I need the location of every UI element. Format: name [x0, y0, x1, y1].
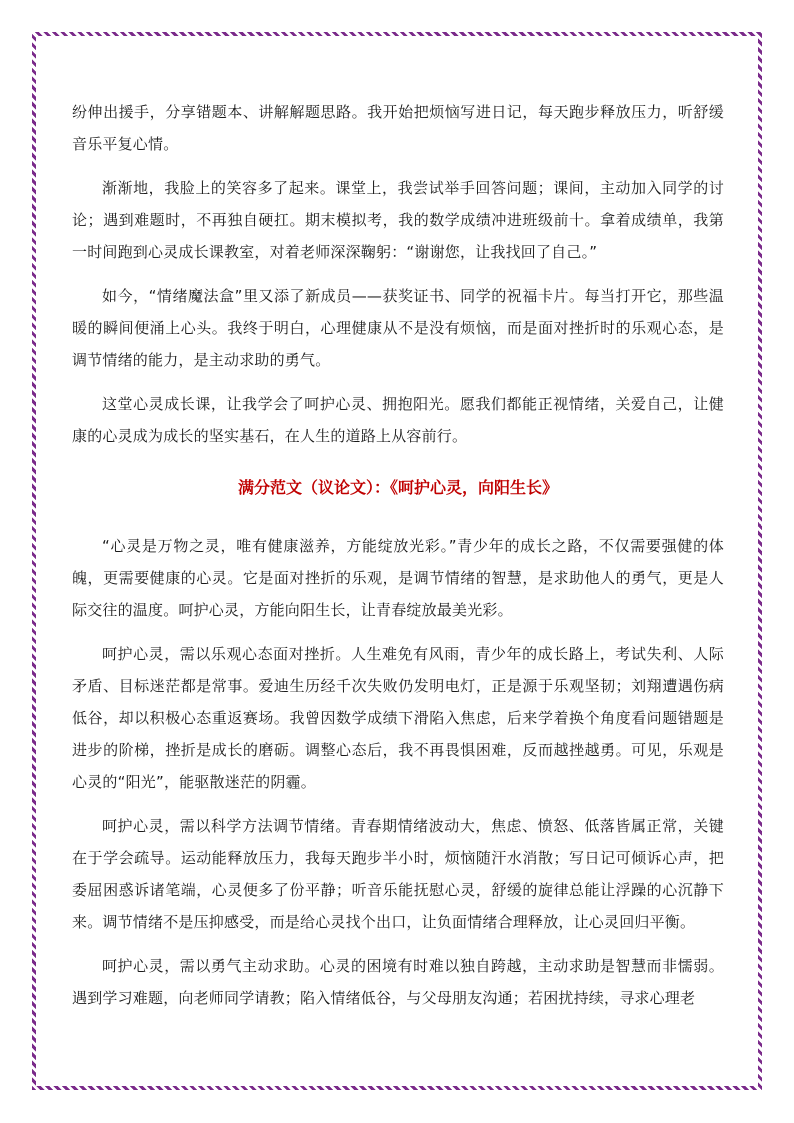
essay-title: 满分范文（议论文）：《呵护心灵，向阳生长》	[237, 478, 558, 497]
paragraph: 纷伸出援手，分享错题本、讲解解题思路。我开始把烦恼写进日记，每天跑步释放压力，听舒缓音乐平复心情。	[72, 103, 724, 153]
paragraph: 呵护心灵，需以勇气主动求助。心灵的困境有时难以独自跨越，主动求助是智慧而非懦弱。遇到学习难题，向老师同学请教；陷入情绪低谷，与父母朋友沟通；若困扰持续，寻求心理老	[72, 957, 724, 1007]
document-body	[72, 96, 724, 1026]
paragraph: 呵护心灵，需以科学方法调节情绪。青春期情绪波动大，焦虑、愤怒、低落皆属正常，关键在于学会疏导。运动能释放压力，我每天跑步半小时，烦恼随汗水消散；写日记可倾诉心声，把委屈困惑诉诸笔端，心灵便多了份平静；听音乐能抚慰心灵，舒缓的旋律总能让浮躁的心沉静下来。调节情绪不是压抑感受，而是给心灵找个出口，让负面情绪合理释放，让心灵回归平衡。	[72, 817, 724, 931]
paragraph: 呵护心灵，需以乐观心态面对挫折。人生难免有风雨，青少年的成长路上，考试失利、人际矛盾、目标迷茫都是常事。爱迪生历经千次失败仍发明电灯，正是源于乐观坚韧；刘翔遭遇伤病低谷，却以积极心态重返赛场。我曾因数学成绩下滑陷入焦虑，后来学着换个角度看问题错题是进步的阶梯，挫折是成长的磨砺。调整心态后，我不再畏惧困难，反而越挫越勇。可见，乐观是心灵的“阳光”，能驱散迷茫的阴霾。	[72, 645, 724, 791]
paragraph: 如今，“情绪魔法盒”里又添了新成员——获奖证书、同学的祝福卡片。每当打开它，那些温暖的瞬间便涌上心头。我终于明白，心理健康从不是没有烦恼，而是面对挫折时的乐观心态，是调节情绪的能力，是主动求助的勇气。	[72, 287, 724, 369]
paragraph: 渐渐地，我脸上的笑容多了起来。课堂上，我尝试举手回答问题；课间，主动加入同学的讨论；遇到难题时，不再独自硬扛。期末模拟考，我的数学成绩冲进班级前十。拿着成绩单，我第一时间跑到心灵成长课教室，对着老师深深鞠躬：“谢谢您，让我找回了自己。”	[72, 179, 724, 261]
paragraph: 这堂心灵成长课，让我学会了呵护心灵、拥抱阳光。愿我们都能正视情绪，关爱自己，让健康的心灵成为成长的坚实基石，在人生的道路上从容前行。	[72, 395, 724, 445]
paragraph: “心灵是万物之灵，唯有健康滋养，方能绽放光彩。”青少年的成长之路，不仅需要强健的体魄，更需要健康的心灵。它是面对挫折的乐观，是调节情绪的智慧，是求助他人的勇气，更是人际交往的温度。呵护心灵，方能向阳生长，让青春绽放最美光彩。	[72, 537, 724, 619]
